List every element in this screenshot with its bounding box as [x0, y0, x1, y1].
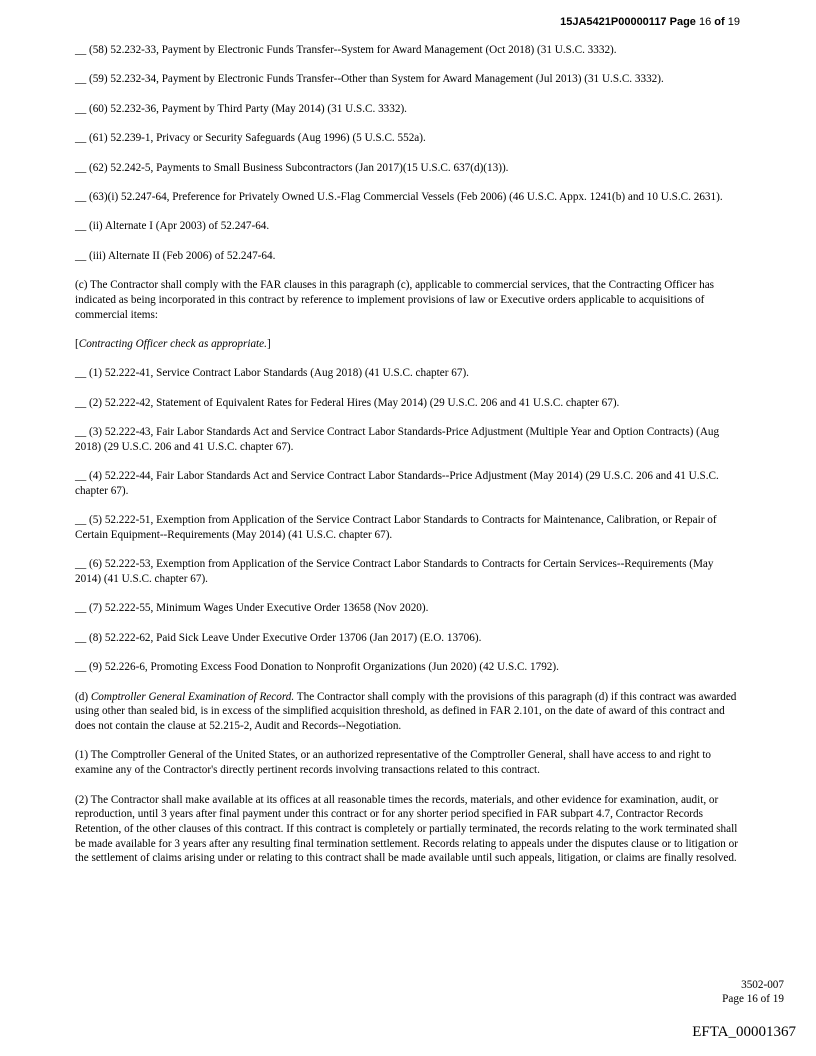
paragraph-c: (c) The Contractor shall comply with the FAR clauses in this paragraph (c), applicable to commercial services, that the Contracting Officer has indicated as being incorporated in this contract by reference to implement provisions of law or Executive orders applicable to acquisitions of commercial items:: [75, 279, 715, 321]
page-word: Page: [669, 16, 696, 28]
page-number: 16: [698, 16, 712, 28]
clause-60: __ (60) 52.232-36, Payment by Third Party (May 2014) (31 U.S.C. 3332).: [75, 102, 407, 115]
bracket-close: ]: [266, 337, 271, 350]
document-body: [75, 43, 741, 881]
clause-c8: __ (8) 52.222-62, Paid Sick Leave Under Executive Order 13706 (Jan 2017) (E.O. 13706).: [75, 631, 482, 644]
paragraph-d-prefix: (d): [75, 690, 91, 703]
clause-c4: __ (4) 52.222-44, Fair Labor Standards Act and Service Contract Labor Standards--Price Adjustment (May 2014) (29 U.S.C. 206 and 41 U.S.C. chapter 67).: [75, 470, 719, 497]
clause-62: __ (62) 52.242-5, Payments to Small Business Subcontractors (Jan 2017)(15 U.S.C. 637(d)(13)).: [75, 161, 509, 174]
form-number: 3502-007: [741, 979, 784, 991]
clause-58: __ (58) 52.232-33, Payment by Electronic Funds Transfer--System for Award Management (Oct 2018) (31 U.S.C. 3332).: [75, 44, 617, 56]
clause-63-ii: __ (ii) Alternate I (Apr 2003) of 52.247-64.: [75, 220, 270, 233]
clause-63-i: __ (63)(i) 52.247-64, Preference for Privately Owned U.S.-Flag Commercial Vessels (Feb 2006) (46 U.S.C. Appx. 1241(b) and 10 U.S.C. 2631).: [75, 190, 723, 203]
of-word: of: [714, 16, 725, 28]
instruction-text: Contracting Officer check as appropriate.: [78, 337, 267, 350]
clause-c9: __ (9) 52.226-6, Promoting Excess Food Donation to Nonprofit Organizations (Jun 2020) (42 U.S.C. 1792).: [75, 661, 559, 674]
clause-63-iii: __ (iii) Alternate II (Feb 2006) of 52.247-64.: [75, 249, 276, 262]
paragraph-d-body: The Contractor shall comply with the provisions of this paragraph (d) if this contract was awarded using other than sealed bid, is in excess of the simplified acquisition threshold, as defined in FAR 2.101, on the date of award of this contract and does not contain the clause at 52.215-2, Audit and Records--Negotiation.: [75, 690, 737, 733]
bates-stamp: EFTA_00001367: [692, 1024, 796, 1040]
paragraph-d2: (2) The Contractor shall make available at its offices at all reasonable times the records, materials, and other evidence for examination, audit, or reproduction, until 3 years after final payment under this contract or for any shorter period specified in FAR subpart 4.7, Contractor Records Retention, of the other clauses of this contract. If this contract is completely or partially terminated, the records relating to the work terminated shall be made available for 3 years after any resulting final termination settlement. Records relating to appeals under the disputes clause or to litigation or the settlement of claims arising under or relating to this contract shall be made available until such appeals, litigation, or claims are finally resolved.: [75, 793, 738, 865]
paragraph-d-title: Comptroller General Examination of Record.: [90, 690, 295, 703]
page-footer: [722, 978, 784, 1006]
clause-c7: __ (7) 52.222-55, Minimum Wages Under Executive Order 13658 (Nov 2020).: [75, 602, 429, 615]
page-header: [560, 16, 740, 28]
clause-c3: __ (3) 52.222-43, Fair Labor Standards Act and Service Contract Labor Standards-Price Adjustment (Multiple Year and Option Contracts) (Aug 2018) (29 U.S.C. 206 and 41 U.S.C. chapter 67).: [75, 426, 720, 453]
document-id: 15JA5421P00000117: [560, 16, 667, 28]
page-total: 19: [727, 16, 740, 28]
paragraph-d: [75, 690, 741, 734]
footer-page-label: Page 16 of 19: [722, 993, 784, 1005]
clause-c5: __ (5) 52.222-51, Exemption from Application of the Service Contract Labor Standards to Contracts for Maintenance, Calibration, or Repair of Certain Equipment--Requirements (May 2014) (41 U.S.C. chapter 67).: [75, 514, 717, 541]
paragraph-d1: (1) The Comptroller General of the United States, or an authorized representative of the Comptroller General, shall have access to and right to examine any of the Contractor's directly pertinent records involving transactions related to this contract.: [75, 749, 712, 777]
clause-c6: __ (6) 52.222-53, Exemption from Application of the Service Contract Labor Standards to Contracts for Certain Services--Requirements (May 2014) (41 U.S.C. chapter 67).: [75, 558, 714, 586]
bracket-open: [: [75, 337, 79, 350]
clause-59: __ (59) 52.232-34, Payment by Electronic Funds Transfer--Other than System for Award Management (Jul 2013) (31 U.S.C. 3332).: [75, 73, 664, 86]
paragraph-c-instruction: [75, 337, 741, 352]
clause-61: __ (61) 52.239-1, Privacy or Security Safeguards (Aug 1996) (5 U.S.C. 552a).: [75, 132, 426, 145]
clause-c2: __ (2) 52.222-42, Statement of Equivalent Rates for Federal Hires (May 2014) (29 U.S.C. 206 and 41 U.S.C. chapter 67).: [75, 396, 620, 409]
clause-c1: __ (1) 52.222-41, Service Contract Labor Standards (Aug 2018) (41 U.S.C. chapter 67).: [75, 367, 469, 380]
